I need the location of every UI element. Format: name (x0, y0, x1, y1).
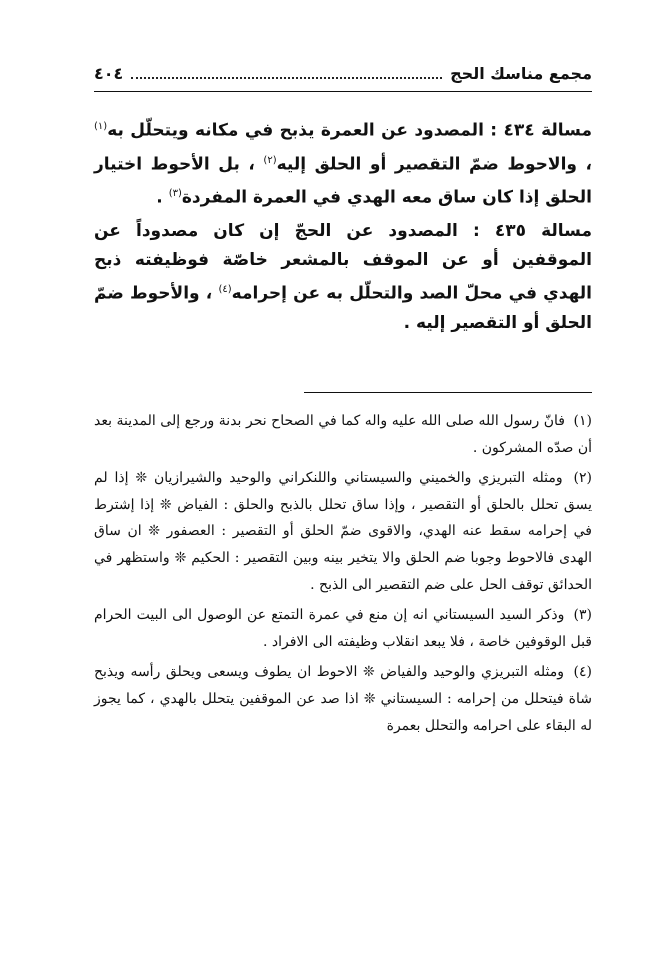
footnote-2 (94, 465, 592, 598)
footnote-text: ومثله التبريزي والخميني والسيستاني واللنكراني والوحيد والشيرازيان ❊ إذا لم يسق تحلل بالحلق أو التقصير ، وإذا ساق تحلل بالذبح والحلق : الفياض ❊ إذا إشترط في إحرامه سقط عنه الهدي، والاقوى ضمّ الحلق أو التقصير : العصفور ❊ ان ساق الهدى فالاحوط وجوبا ضم الحلق والا يتخير بينه وبين التقصير : الحكيم ❊ واستظهر في الحدائق توقف الحل على ضم التقصير الى الذبح . (94, 470, 592, 593)
main-text (94, 112, 592, 338)
issue-text: : المصدود عن العمرة يذبح في مكانه ويتحلّل به (107, 120, 498, 141)
issue-text: . (156, 187, 169, 208)
footnote-ref[interactable]: (٣) (168, 188, 182, 200)
footnotes (94, 408, 592, 743)
footnote-text: ومثله التبريزي والوحيد والفياض ❊ الاحوط ان يطوف ويسعى ويحلق رأسه ويذبح شاة فيتحلل من إحرامه : السيستاني ❊ اذا صد عن الموقفين يتحلل بالهدي ، كما يجوز له البقاء على احرامه والتحلل بعمرة (94, 664, 592, 734)
issue-434 (94, 112, 592, 213)
footnote-separator (304, 392, 592, 393)
footnote-ref[interactable]: (١) (94, 121, 108, 132)
book-page (94, 0, 592, 958)
footnote-3 (94, 602, 592, 655)
issue-text: ، والأحوط ضمّ الحلق أو التقصير إليه . (94, 283, 592, 333)
issue-label: مسالة ٤٣٥ (494, 220, 592, 241)
header-rule (94, 91, 592, 92)
header-leader-dots (131, 67, 442, 79)
footnote-number: (٢) (573, 470, 593, 487)
footnote-text: فانّ رسول الله صلى الله عليه واله كما في الصحاح نحر بدنة ورجع إلى المدينة بعد أن صدّه المشركون . (94, 413, 592, 456)
footnote-ref[interactable]: (٢) (263, 154, 277, 166)
footnote-ref[interactable]: (٤) (218, 283, 232, 295)
footnote-4 (94, 659, 592, 739)
book-title: مجمع مناسك الحج (450, 63, 592, 83)
footnote-number: (١) (573, 413, 592, 429)
issue-text: : المصدود عن الحجّ إن كان مصدوداً عن الموقفين أو عن الموقف بالمشعر خاصّة فوظيفته ذبح الهدي في محلّ الصد والتحلّل به عن إحرامه (94, 220, 593, 304)
issue-text: ، بل الأحوط اختيار الحلق إذا كان ساق معه الهدي في العمرة المفردة (94, 154, 592, 208)
issue-label: مسالة ٤٣٤ (503, 120, 592, 141)
issue-435 (94, 217, 592, 338)
footnote-text: وذكر السيد السيستاني انه إن منع في عمرة التمتع عن الوصول الى البيت الحرام قبل الوقوفين خاصة ، فلا يبعد انقلاب وظيفته الى الافراد . (94, 607, 592, 650)
issue-text: ، والاحوط ضمّ التقصير أو الحلق إليه (276, 154, 593, 175)
footnote-number: (٤) (573, 664, 592, 681)
footnote-number: (٣) (573, 607, 592, 624)
running-header (94, 58, 592, 88)
footnote-1 (94, 408, 592, 461)
page-number: ٤٠٤ (94, 63, 124, 83)
